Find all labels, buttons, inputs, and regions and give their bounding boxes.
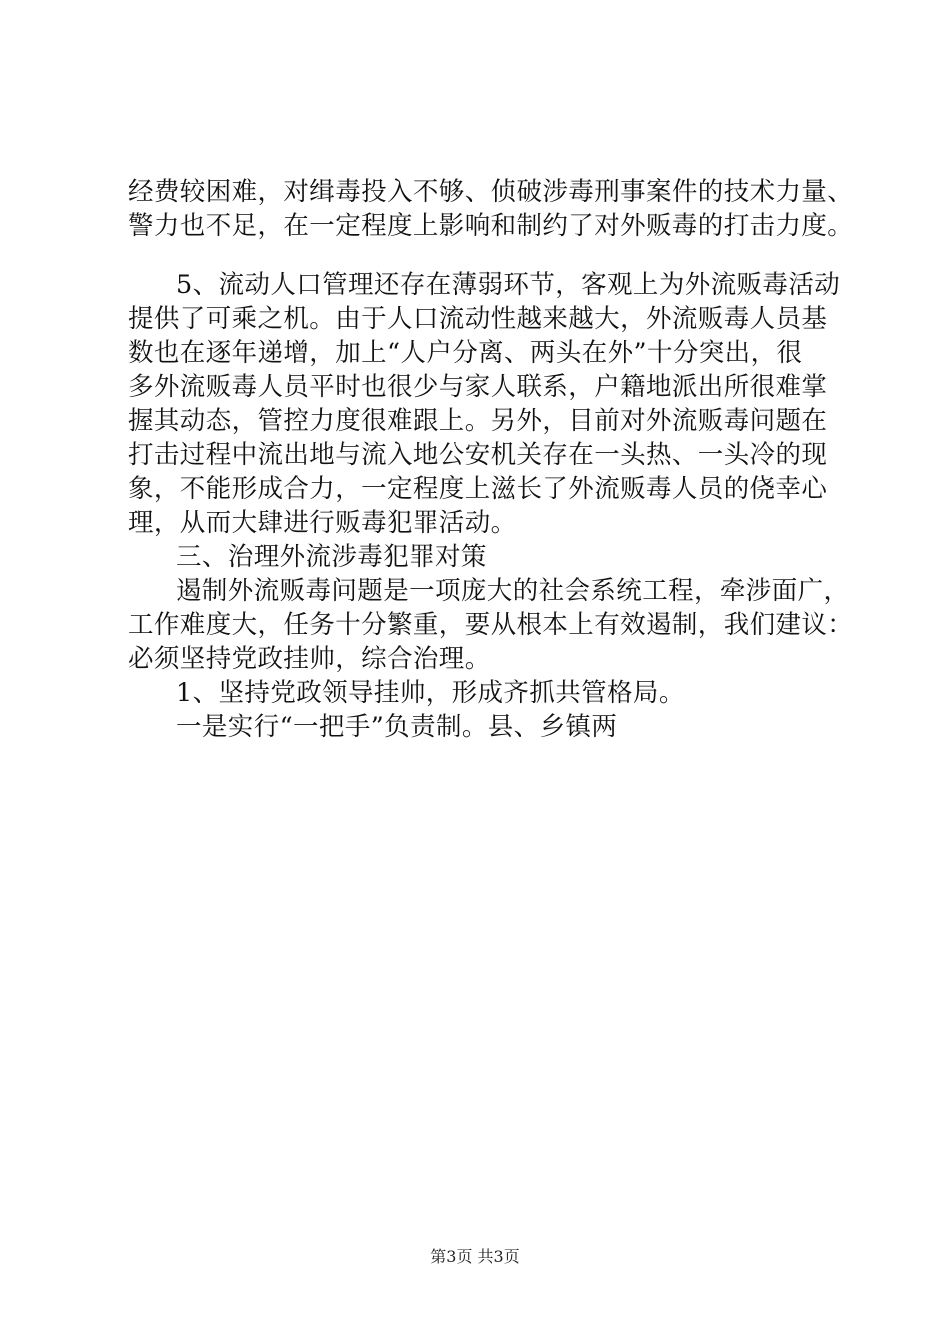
text-line: 理，从而大肆进行贩毒犯罪活动。 xyxy=(128,508,517,538)
section-heading: 三、治理外流涉毒犯罪对策 xyxy=(176,542,487,572)
text-line: 警力也不足，在一定程度上影响和制约了对外贩毒的打击力度。 xyxy=(128,211,854,241)
text-line: 打击过程中流出地与流入地公安机关存在一头热、一头冷的现 xyxy=(128,440,828,470)
text-line: 提供了可乘之机。由于人口流动性越来越大，外流贩毒人员基 xyxy=(128,304,828,334)
text-line: 象，不能形成合力，一定程度上滋长了外流贩毒人员的侥幸心 xyxy=(128,474,828,504)
text-line: 工作难度大，任务十分繁重，要从根本上有效遏制，我们建议： xyxy=(128,610,854,640)
text-line: 1、坚持党政领导挂帅，形成齐抓共管格局。 xyxy=(176,678,685,708)
text-line: 握其动态，管控力度很难跟上。另外，目前对外流贩毒问题在 xyxy=(128,406,828,436)
text-line: 经费较困难，对缉毒投入不够、侦破涉毒刑事案件的技术力量、 xyxy=(128,177,854,207)
text-line: 必须坚持党政挂帅，综合治理。 xyxy=(128,644,491,674)
text-line: 5、流动人口管理还存在薄弱环节，客观上为外流贩毒活动 xyxy=(176,270,841,300)
text-line: 多外流贩毒人员平时也很少与家人联系，户籍地派出所很难掌 xyxy=(128,372,828,402)
text-line: 数也在逐年递增，加上“人户分离、两头在外”十分突出，很 xyxy=(128,338,803,368)
text-line: 遏制外流贩毒问题是一项庞大的社会系统工程，牵涉面广， xyxy=(176,576,850,606)
page-number-footer: 第3页 共3页 xyxy=(430,1247,520,1266)
text-line: 一是实行“一把手”负责制。县、乡镇两 xyxy=(176,712,618,742)
